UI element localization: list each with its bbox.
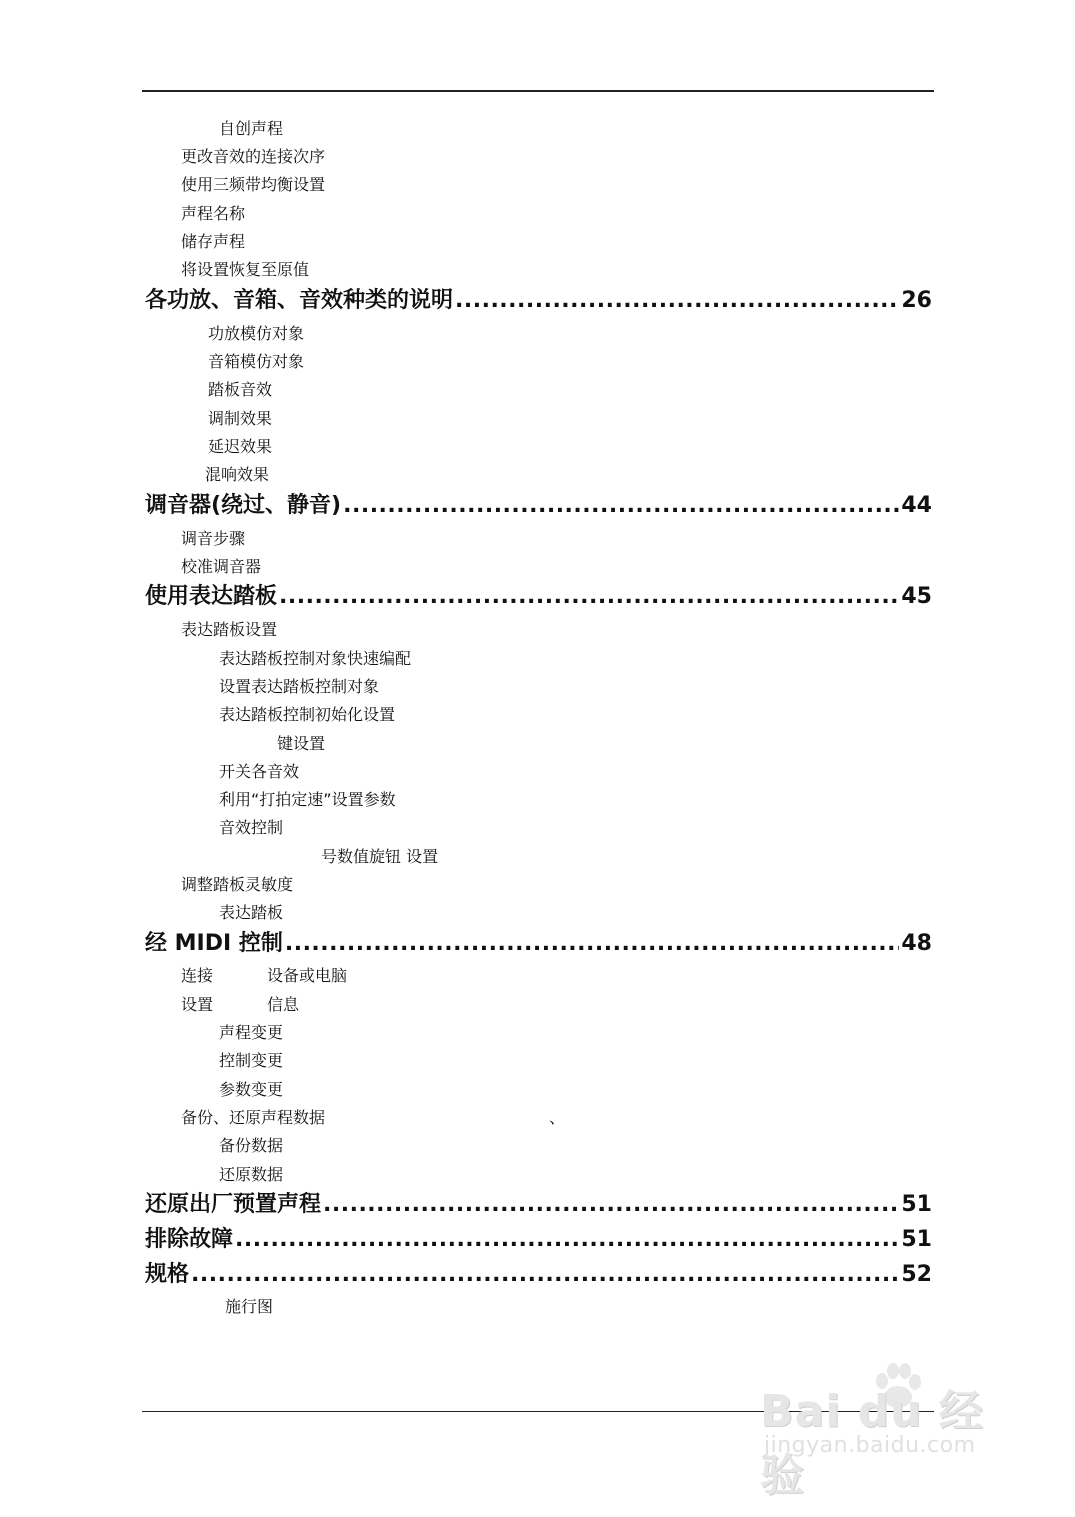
toc-entry: 声程变更	[219, 1023, 284, 1042]
toc-entry: 参数变更	[219, 1080, 284, 1099]
toc-entry: 、	[549, 1108, 566, 1127]
toc-entry: 调制效果	[208, 409, 273, 428]
toc-section-amps-cabs-effects	[145, 287, 932, 315]
toc-entry: 音箱模仿对象	[208, 352, 305, 371]
toc-entry: 设备或电脑	[267, 966, 348, 985]
header-rule	[142, 90, 934, 92]
toc-entry: 设置表达踏板控制对象	[219, 677, 380, 696]
toc-section-tuner	[145, 492, 932, 520]
page-number: 26	[901, 288, 932, 313]
toc-entry: 控制变更	[219, 1051, 284, 1070]
toc-entry: 开关各音效	[219, 762, 300, 781]
page-number: 51	[901, 1192, 932, 1217]
toc-entry: 自创声程	[219, 119, 284, 138]
toc-entry: 表达踏板设置	[181, 620, 278, 639]
toc-entry: 调整踏板灵敏度	[181, 875, 294, 894]
page-number: 44	[901, 493, 932, 518]
section-title: 各功放、音箱、音效种类的说明	[145, 288, 454, 313]
section-title: 使用表达踏板	[145, 584, 278, 609]
toc-entry: 施行图	[225, 1297, 274, 1316]
toc-entry: 信息	[267, 995, 300, 1014]
toc-section-troubleshooting	[145, 1226, 932, 1254]
toc-entry: 备份数据	[219, 1136, 284, 1155]
toc-entry: 还原数据	[219, 1165, 284, 1184]
toc-entry: 音效控制	[219, 818, 284, 837]
page-number: 52	[901, 1262, 932, 1287]
toc-section-factory-reset	[145, 1191, 932, 1219]
section-title: 排除故障	[145, 1227, 234, 1252]
toc-entry: 踏板音效	[208, 380, 273, 399]
leader-dots	[455, 287, 899, 315]
toc-section-specifications	[145, 1261, 932, 1289]
page-number: 51	[901, 1227, 932, 1252]
toc-entry: 使用三频带均衡设置	[181, 175, 326, 194]
toc-entry: 更改音效的连接次序	[181, 147, 326, 166]
page-number: 45	[901, 584, 932, 609]
page-number: 48	[901, 931, 932, 956]
toc-section-expression-pedal	[145, 583, 932, 611]
watermark	[760, 1355, 1020, 1501]
toc-entry: 号数值旋钮 设置	[321, 847, 439, 866]
toc-entry: 储存声程	[181, 232, 246, 251]
toc-entry: 调音步骤	[181, 529, 246, 548]
leader-dots	[285, 930, 900, 958]
toc-entry: 利用“打拍定速”设置参数	[219, 790, 396, 809]
section-title: 规格	[145, 1262, 190, 1287]
section-title: 经 MIDI 控制	[145, 931, 283, 956]
watermark-url: jingyan.baidu.com	[764, 1433, 976, 1458]
toc-entry: 表达踏板控制初始化设置	[219, 705, 396, 724]
watermark-logo: Bai du 经验	[760, 1386, 984, 1501]
toc-entry: 键设置	[277, 734, 326, 753]
leader-dots	[279, 583, 899, 611]
toc-entry: 表达踏板	[219, 903, 284, 922]
toc-entry: 设置	[181, 995, 214, 1014]
toc-entry: 连接	[181, 966, 214, 985]
leader-dots	[191, 1261, 899, 1289]
toc-entry: 声程名称	[181, 204, 246, 223]
toc-section-midi	[145, 930, 932, 958]
toc-entry: 功放模仿对象	[208, 324, 305, 343]
toc-entry: 校准调音器	[181, 557, 262, 576]
section-title: 还原出厂预置声程	[145, 1192, 322, 1217]
leader-dots	[323, 1191, 899, 1219]
toc-entry: 备份、还原声程数据	[181, 1108, 326, 1127]
leader-dots	[235, 1226, 899, 1254]
toc-entry: 将设置恢复至原值	[181, 260, 310, 279]
section-title: 调音器(绕过、静音)	[145, 493, 342, 518]
toc-entry: 混响效果	[205, 465, 270, 484]
toc-entry: 表达踏板控制对象快速编配	[219, 649, 412, 668]
toc-entry: 延迟效果	[208, 437, 273, 456]
leader-dots	[343, 492, 899, 520]
